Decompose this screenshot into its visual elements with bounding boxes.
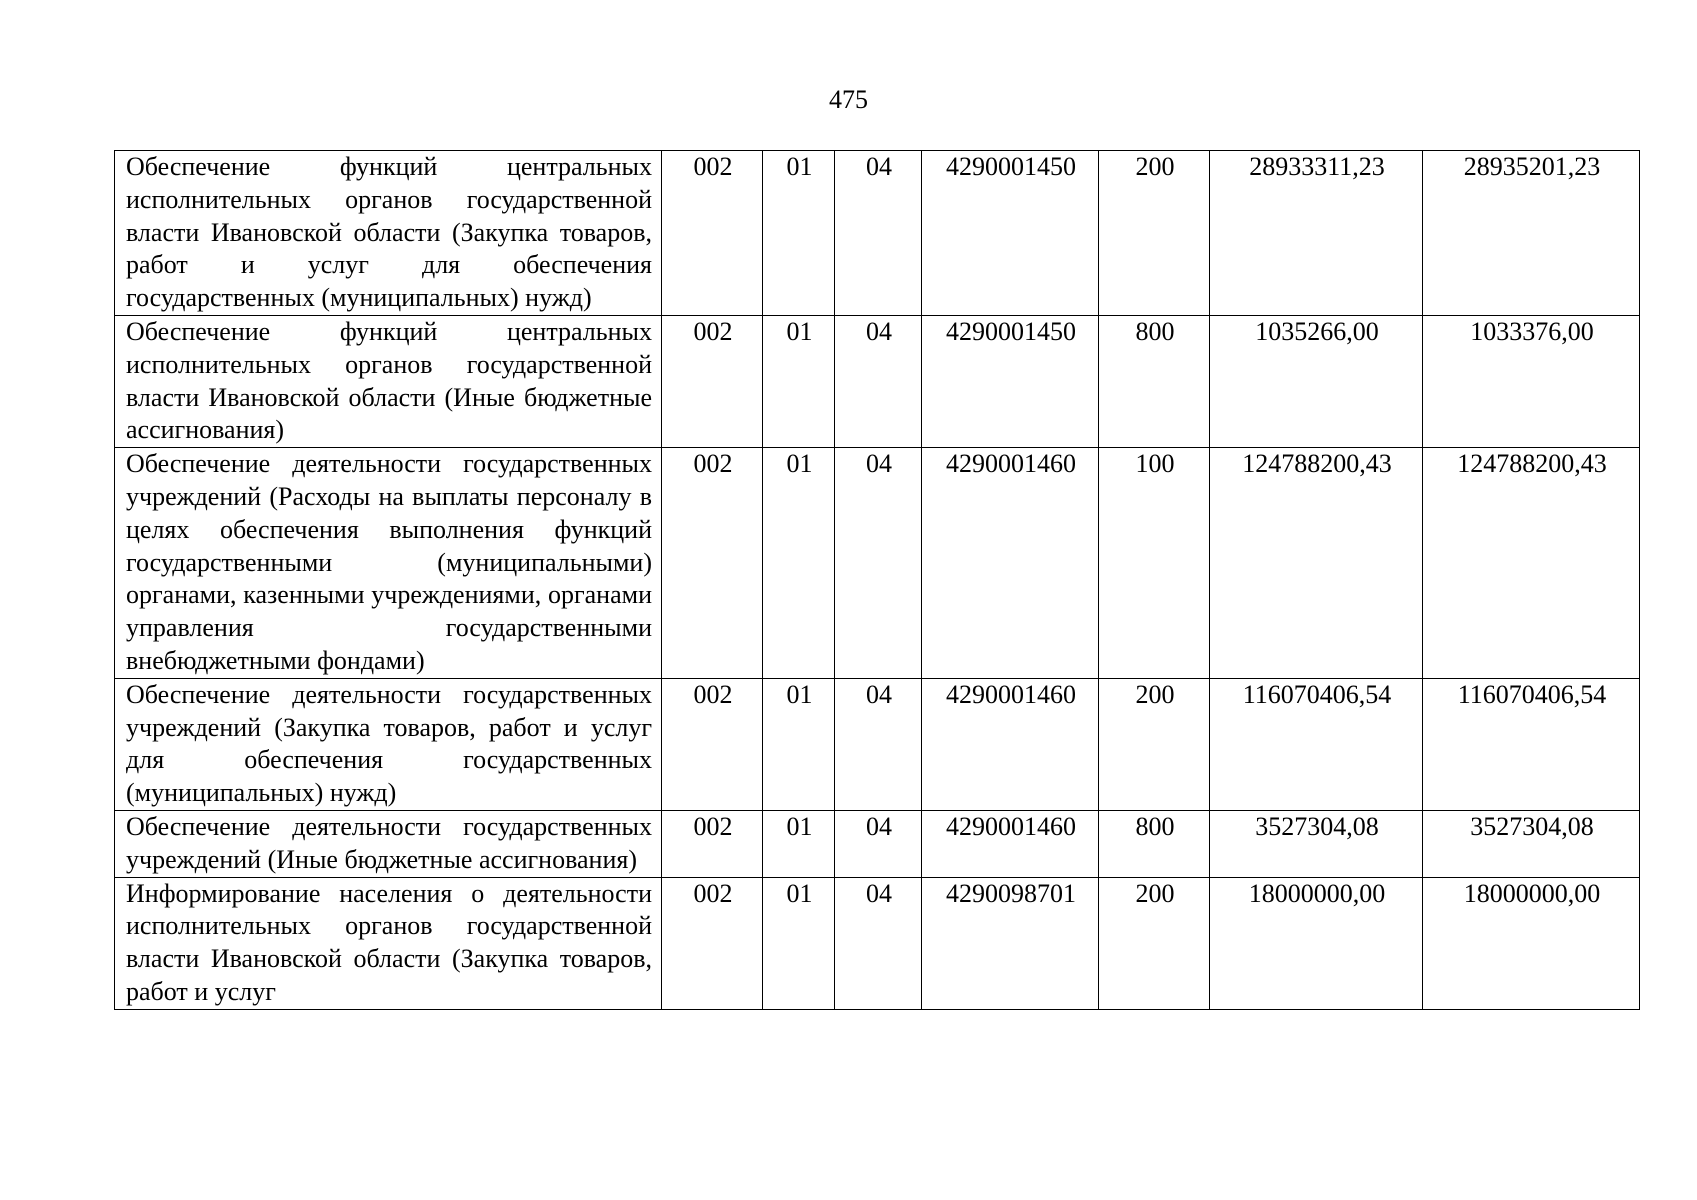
amount-2: 3527304,08 (1423, 810, 1640, 877)
amount-1: 3527304,08 (1210, 810, 1423, 877)
row-description: Обеспечение функций центральных исполнительных органов государственной власти Ивановской области (Иные бюджетные ассигнования) (115, 315, 662, 447)
target-article-code: 4290001450 (922, 315, 1099, 447)
section-code: 01 (763, 678, 835, 810)
table-row (115, 151, 1640, 316)
ministry-code: 002 (662, 315, 763, 447)
table-row (115, 678, 1640, 810)
section-code: 01 (763, 151, 835, 316)
target-article-code: 4290001450 (922, 151, 1099, 316)
amount-1: 18000000,00 (1210, 877, 1423, 1009)
amount-1: 28933311,23 (1210, 151, 1423, 316)
row-description: Обеспечение деятельности государственных учреждений (Расходы на выплаты персоналу в целях обеспечения выполнения функций государственными (муниципальными) органами, казенными учреждениями, органами управления государственными внебюджетными фондами) (115, 448, 662, 679)
section-code: 01 (763, 315, 835, 447)
expense-type-code: 200 (1099, 877, 1210, 1009)
expense-type-code: 200 (1099, 678, 1210, 810)
subsection-code: 04 (835, 151, 922, 316)
table-row (115, 315, 1640, 447)
subsection-code: 04 (835, 678, 922, 810)
amount-2: 124788200,43 (1423, 448, 1640, 679)
row-description: Обеспечение деятельности государственных учреждений (Закупка товаров, работ и услуг для обеспечения государственных (муниципальных) нужд) (115, 678, 662, 810)
expense-type-code: 200 (1099, 151, 1210, 316)
row-description: Информирование населения о деятельности исполнительных органов государственной власти Ивановской области (Закупка товаров, работ и услуг (115, 877, 662, 1009)
ministry-code: 002 (662, 448, 763, 679)
expense-type-code: 800 (1099, 810, 1210, 877)
row-description: Обеспечение функций центральных исполнительных органов государственной власти Ивановской области (Закупка товаров, работ и услуг для обеспечения государственных (муниципальных) нужд) (115, 151, 662, 316)
amount-2: 116070406,54 (1423, 678, 1640, 810)
table-row (115, 810, 1640, 877)
target-article-code: 4290001460 (922, 810, 1099, 877)
table-row (115, 877, 1640, 1009)
target-article-code: 4290001460 (922, 448, 1099, 679)
ministry-code: 002 (662, 877, 763, 1009)
expense-type-code: 800 (1099, 315, 1210, 447)
amount-2: 1033376,00 (1423, 315, 1640, 447)
amount-2: 18000000,00 (1423, 877, 1640, 1009)
target-article-code: 4290098701 (922, 877, 1099, 1009)
ministry-code: 002 (662, 678, 763, 810)
section-code: 01 (763, 877, 835, 1009)
section-code: 01 (763, 448, 835, 679)
subsection-code: 04 (835, 810, 922, 877)
subsection-code: 04 (835, 315, 922, 447)
subsection-code: 04 (835, 877, 922, 1009)
expense-type-code: 100 (1099, 448, 1210, 679)
ministry-code: 002 (662, 151, 763, 316)
row-description: Обеспечение деятельности государственных учреждений (Иные бюджетные ассигнования) (115, 810, 662, 877)
amount-1: 1035266,00 (1210, 315, 1423, 447)
page-number: 475 (829, 85, 868, 114)
subsection-code: 04 (835, 448, 922, 679)
table-row (115, 448, 1640, 679)
amount-1: 116070406,54 (1210, 678, 1423, 810)
ministry-code: 002 (662, 810, 763, 877)
target-article-code: 4290001460 (922, 678, 1099, 810)
budget-table (114, 150, 1640, 1010)
amount-2: 28935201,23 (1423, 151, 1640, 316)
amount-1: 124788200,43 (1210, 448, 1423, 679)
section-code: 01 (763, 810, 835, 877)
